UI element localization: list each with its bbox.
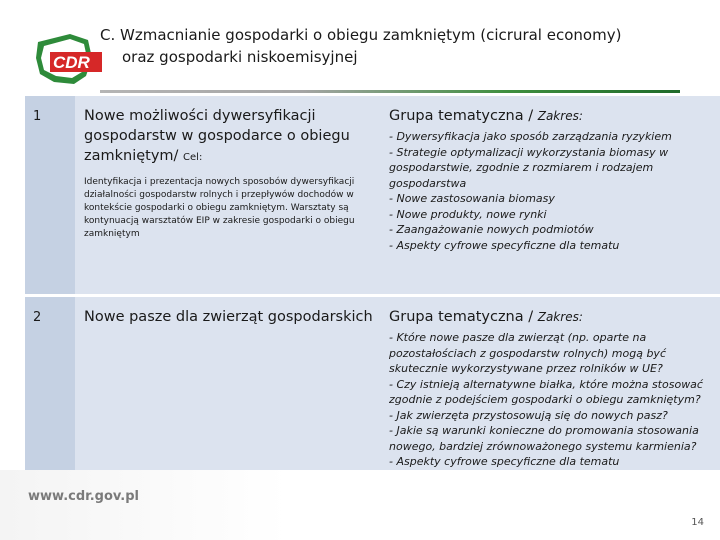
list-item: - Nowe zastosowania biomasy <box>389 192 555 205</box>
group-heading <box>389 106 717 126</box>
footer-band <box>0 470 720 540</box>
logo-text: CDR <box>53 53 90 72</box>
list-item: - Aspekty cyfrowe specyficzne dla tematu <box>389 238 620 252</box>
topic-title <box>84 106 374 168</box>
topic-cell <box>75 96 380 294</box>
group-heading <box>389 307 717 327</box>
list-item: - Strategie optymalizacji wykorzystania biomasy w gospodarstwie, zgodnie z rozmiarem i rodzajem gospodarstwa <box>389 145 669 190</box>
list-item: - Czy istnieją alternatywne białka, które można stosować zgodnie z podejściem gospodarki o obiegu zamkniętym? <box>389 377 703 406</box>
cdr-logo <box>30 28 110 98</box>
workshop-table <box>25 96 720 505</box>
group-label: Grupa tematyczna / <box>389 108 534 124</box>
row-number: 2 <box>25 297 75 505</box>
list-item: - Zaangażowanie nowych podmiotów <box>389 223 594 236</box>
list-item: - Dywersyfikacja jako sposób zarządzania ryzykiem <box>389 130 672 143</box>
title-line-1: C. Wzmacnianie gospodarki o obiegu zamkniętym (cicrural economy) <box>100 26 622 44</box>
list-item: - Jakie są warunki konieczne do promowania stosowania nowego, bardziej zrównoważonego systemu karmienia? <box>389 424 699 453</box>
scope-list <box>389 330 717 470</box>
topic-title: Nowe pasze dla zwierząt gospodarskich <box>84 309 373 325</box>
scope-list <box>389 129 717 253</box>
page-title <box>100 24 660 68</box>
topic-text: Nowe możliwości dywersyfikacji gospodarstw w gospodarce o obiegu zamkniętym/ <box>84 108 350 164</box>
list-item: - Które nowe pasze dla zwierząt (np. oparte na pozostałościach z gospodarstw rolnych) mogą być skutecznie wykorzystywane przez rolników w UE? <box>389 331 666 375</box>
list-item: - Nowe produkty, nowe rynki <box>389 207 547 221</box>
table-row <box>25 96 720 294</box>
scope-label: Zakres: <box>537 109 583 123</box>
title-line-2: oraz gospodarki niskoemisyjnej <box>122 48 358 66</box>
goal-text: Identyfikacja i prezentacja nowych sposobów dywersyfikacji działalności gospodarstw rolnych i przepływów dochodów w kontekście gospodarki o obiegu zamkniętym. Warsztaty są kontynuacją warsztatów EIP w zakresie gospodarki o obiegu zamkniętym <box>84 177 355 239</box>
title-underline <box>100 90 680 93</box>
list-item: - Jak zwierzęta przystosowują się do nowych pasz? <box>389 408 668 422</box>
goal-label: Cel: <box>183 152 203 163</box>
scope-cell <box>380 96 720 294</box>
group-label: Grupa tematyczna / <box>389 309 534 325</box>
scope-label: Zakres: <box>537 310 583 324</box>
row-number: 1 <box>25 96 75 294</box>
footer-url[interactable]: www.cdr.gov.pl <box>28 489 139 504</box>
page-number: 14 <box>691 517 704 528</box>
list-item: - Aspekty cyfrowe specyficzne dla tematu <box>389 455 620 468</box>
